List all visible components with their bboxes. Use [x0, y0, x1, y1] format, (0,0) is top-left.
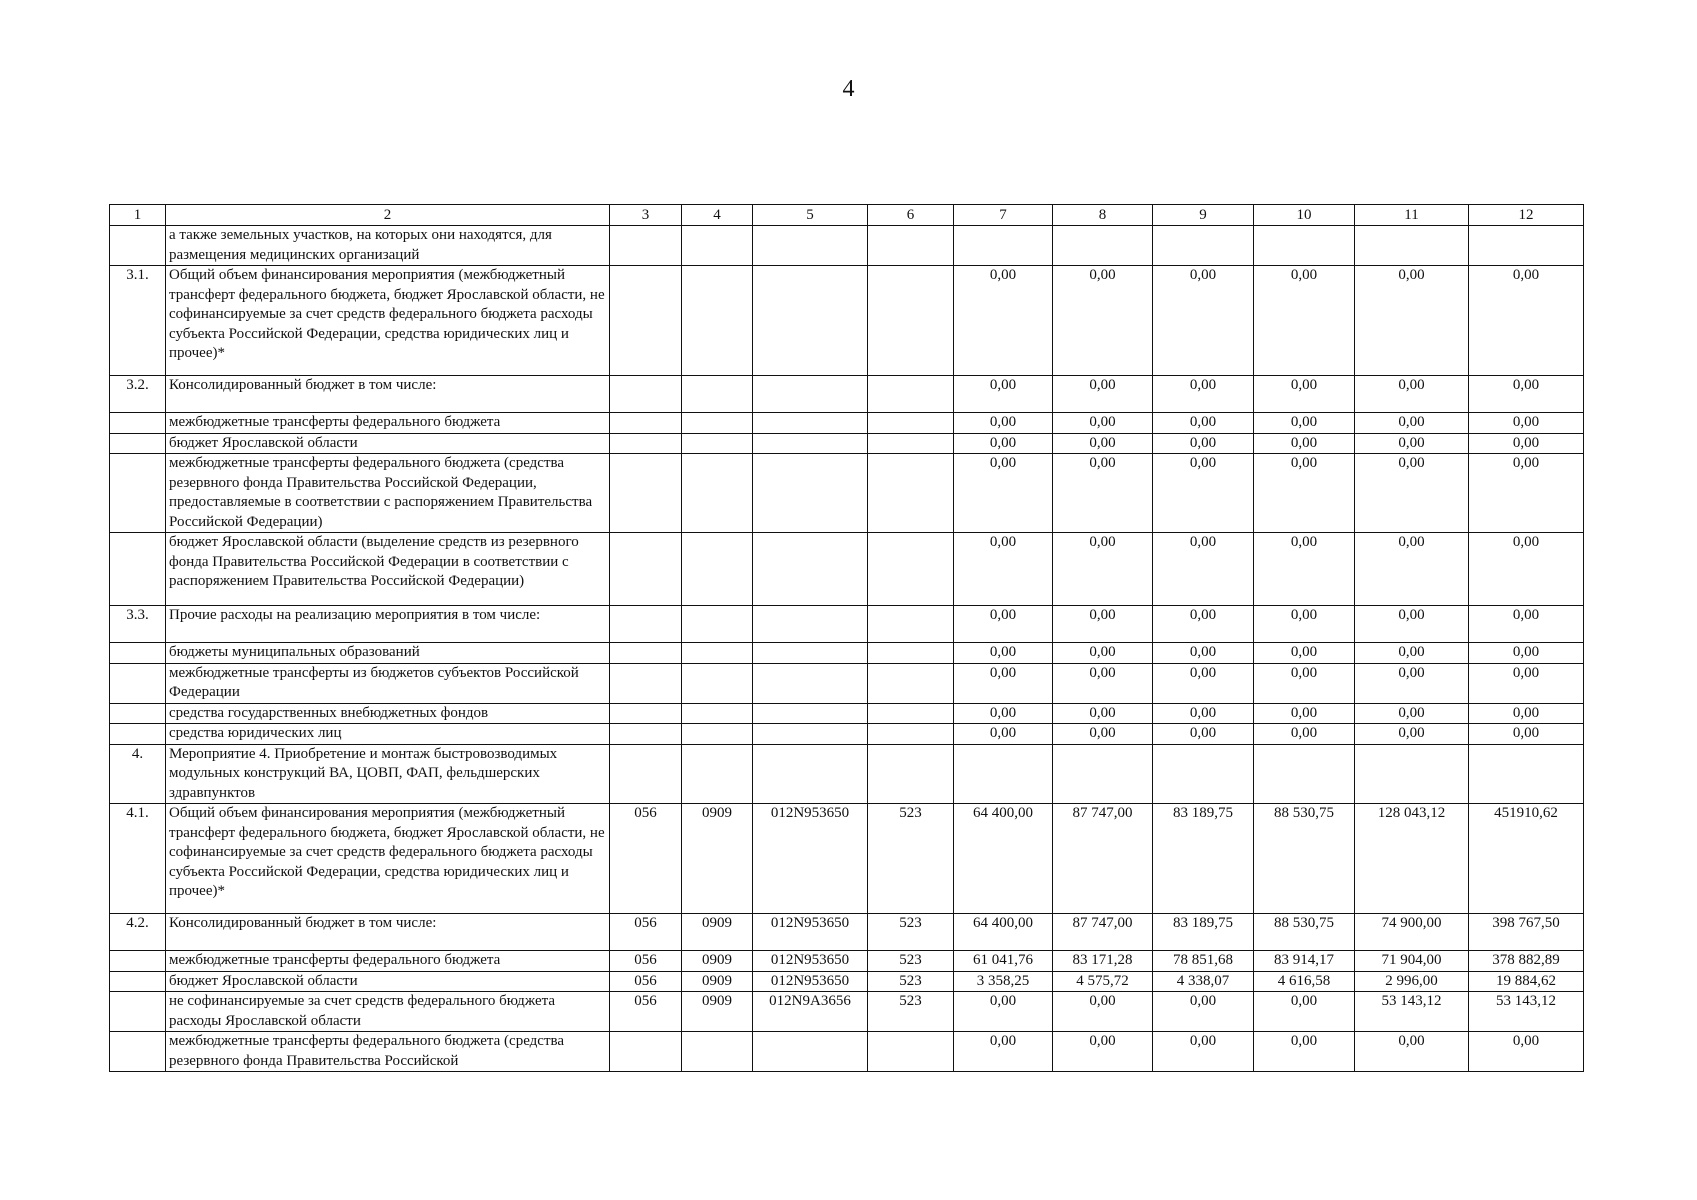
code-cell [753, 226, 868, 266]
value-cell: 0,00 [954, 1032, 1053, 1072]
value-cell: 0,00 [954, 606, 1053, 643]
code-cell [610, 643, 682, 664]
code-cell: 056 [610, 971, 682, 992]
value-cell: 87 747,00 [1053, 804, 1153, 914]
value-cell: 87 747,00 [1053, 914, 1153, 951]
value-cell: 0,00 [1469, 454, 1584, 533]
description-cell: межбюджетные трансферты из бюджетов субъектов Российской Федерации [166, 663, 610, 703]
code-cell [868, 454, 954, 533]
row-number-cell [110, 703, 166, 724]
code-cell [610, 606, 682, 643]
code-cell [868, 433, 954, 454]
value-cell: 0,00 [1254, 454, 1355, 533]
value-cell [1153, 744, 1254, 804]
header-cell: 1 [110, 205, 166, 226]
value-cell: 0,00 [1053, 533, 1153, 606]
value-cell: 0,00 [1053, 606, 1153, 643]
value-cell: 83 914,17 [1254, 951, 1355, 972]
row-number-cell [110, 992, 166, 1032]
code-cell: 056 [610, 804, 682, 914]
description-cell: Прочие расходы на реализацию мероприятия в том числе: [166, 606, 610, 643]
value-cell: 0,00 [1254, 433, 1355, 454]
value-cell: 0,00 [1053, 433, 1153, 454]
value-cell: 0,00 [1355, 376, 1469, 413]
value-cell: 0,00 [954, 266, 1053, 376]
table-row [110, 533, 1584, 606]
code-cell [753, 703, 868, 724]
value-cell: 0,00 [954, 533, 1053, 606]
value-cell: 61 041,76 [954, 951, 1053, 972]
description-cell: Общий объем финансирования мероприятия (межбюджетный трансферт федерального бюджета, бюджет Ярославской области, не софинансируемые за счет средств федерального бюджета расходы субъекта Российской Федерации, средства юридических лиц и прочее)* [166, 804, 610, 914]
value-cell: 53 143,12 [1355, 992, 1469, 1032]
description-cell: бюджет Ярославской области (выделение средств из резервного фонда Правительства Российской Федерации в соответствии с распоряжением Правительства Российской Федерации) [166, 533, 610, 606]
code-cell [753, 454, 868, 533]
value-cell: 451910,62 [1469, 804, 1584, 914]
value-cell: 19 884,62 [1469, 971, 1584, 992]
code-cell: 0909 [682, 804, 753, 914]
description-cell: а также земельных участков, на которых они находятся, для размещения медицинских организаций [166, 226, 610, 266]
row-number-cell: 4. [110, 744, 166, 804]
value-cell: 0,00 [1355, 454, 1469, 533]
value-cell: 0,00 [1469, 266, 1584, 376]
code-cell: 523 [868, 914, 954, 951]
code-cell [868, 703, 954, 724]
row-number-cell: 4.2. [110, 914, 166, 951]
value-cell: 0,00 [1355, 643, 1469, 664]
table-row [110, 951, 1584, 972]
code-cell [753, 1032, 868, 1072]
description-cell: межбюджетные трансферты федерального бюджета [166, 413, 610, 434]
header-cell: 5 [753, 205, 868, 226]
value-cell: 74 900,00 [1355, 914, 1469, 951]
value-cell: 83 171,28 [1053, 951, 1153, 972]
description-cell: межбюджетные трансферты федерального бюджета (средства резервного фонда Правительства Российской [166, 1032, 610, 1072]
code-cell [682, 643, 753, 664]
description-cell: средства юридических лиц [166, 724, 610, 745]
table-row [110, 724, 1584, 745]
code-cell [868, 606, 954, 643]
code-cell [610, 703, 682, 724]
value-cell: 0,00 [1355, 266, 1469, 376]
value-cell: 0,00 [1355, 533, 1469, 606]
code-cell [753, 724, 868, 745]
value-cell: 0,00 [1254, 724, 1355, 745]
value-cell: 78 851,68 [1153, 951, 1254, 972]
code-cell [610, 226, 682, 266]
value-cell [1053, 744, 1153, 804]
value-cell [1355, 226, 1469, 266]
value-cell: 0,00 [1053, 454, 1153, 533]
value-cell: 0,00 [1254, 643, 1355, 664]
header-cell: 4 [682, 205, 753, 226]
value-cell: 0,00 [1469, 606, 1584, 643]
value-cell: 0,00 [954, 413, 1053, 434]
value-cell: 4 575,72 [1053, 971, 1153, 992]
code-cell [682, 226, 753, 266]
header-cell: 3 [610, 205, 682, 226]
value-cell: 0,00 [1469, 703, 1584, 724]
table-row [110, 376, 1584, 413]
value-cell: 0,00 [1153, 376, 1254, 413]
budget-table [109, 204, 1584, 1072]
row-number-cell [110, 1032, 166, 1072]
description-cell: не софинансируемые за счет средств федерального бюджета расходы Ярославской области [166, 992, 610, 1032]
value-cell: 0,00 [1053, 266, 1153, 376]
header-cell: 2 [166, 205, 610, 226]
table-row [110, 703, 1584, 724]
code-cell: 523 [868, 971, 954, 992]
value-cell: 3 358,25 [954, 971, 1053, 992]
code-cell: 0909 [682, 992, 753, 1032]
row-number-cell [110, 724, 166, 745]
code-cell: 056 [610, 951, 682, 972]
table-row [110, 454, 1584, 533]
row-number-cell [110, 533, 166, 606]
code-cell [682, 266, 753, 376]
header-cell: 11 [1355, 205, 1469, 226]
value-cell: 71 904,00 [1355, 951, 1469, 972]
code-cell [868, 663, 954, 703]
table-row [110, 226, 1584, 266]
code-cell [682, 606, 753, 643]
row-number-cell [110, 413, 166, 434]
table-row [110, 744, 1584, 804]
description-cell: бюджеты муниципальных образований [166, 643, 610, 664]
code-cell [868, 1032, 954, 1072]
value-cell: 0,00 [1053, 643, 1153, 664]
code-cell: 012N953650 [753, 804, 868, 914]
table-row [110, 971, 1584, 992]
value-cell: 0,00 [1153, 724, 1254, 745]
code-cell: 523 [868, 804, 954, 914]
code-cell [868, 724, 954, 745]
value-cell: 0,00 [954, 724, 1053, 745]
code-cell: 012N953650 [753, 951, 868, 972]
value-cell: 0,00 [1053, 703, 1153, 724]
table-row [110, 914, 1584, 951]
code-cell [610, 1032, 682, 1072]
value-cell: 83 189,75 [1153, 804, 1254, 914]
value-cell: 0,00 [1355, 606, 1469, 643]
value-cell: 0,00 [1469, 433, 1584, 454]
value-cell: 0,00 [1254, 266, 1355, 376]
row-number-cell [110, 663, 166, 703]
table-row [110, 643, 1584, 664]
code-cell [610, 376, 682, 413]
value-cell: 0,00 [954, 663, 1053, 703]
description-cell: Консолидированный бюджет в том числе: [166, 914, 610, 951]
code-cell [682, 433, 753, 454]
header-cell: 8 [1053, 205, 1153, 226]
row-number-cell [110, 454, 166, 533]
value-cell: 398 767,50 [1469, 914, 1584, 951]
value-cell [1355, 744, 1469, 804]
header-row [110, 205, 1584, 226]
value-cell: 128 043,12 [1355, 804, 1469, 914]
row-number-cell: 3.3. [110, 606, 166, 643]
code-cell: 0909 [682, 951, 753, 972]
value-cell: 0,00 [1355, 433, 1469, 454]
value-cell: 2 996,00 [1355, 971, 1469, 992]
value-cell [1469, 226, 1584, 266]
value-cell: 0,00 [1355, 703, 1469, 724]
code-cell [610, 433, 682, 454]
code-cell [682, 533, 753, 606]
code-cell: 012N9A3656 [753, 992, 868, 1032]
code-cell [868, 643, 954, 664]
header-cell: 9 [1153, 205, 1254, 226]
value-cell: 0,00 [1053, 992, 1153, 1032]
value-cell [1053, 226, 1153, 266]
code-cell [753, 266, 868, 376]
code-cell [682, 724, 753, 745]
description-cell: бюджет Ярославской области [166, 971, 610, 992]
table-row [110, 266, 1584, 376]
value-cell: 0,00 [1153, 413, 1254, 434]
code-cell: 0909 [682, 914, 753, 951]
code-cell [682, 703, 753, 724]
row-number-cell [110, 226, 166, 266]
code-cell [868, 266, 954, 376]
code-cell [753, 643, 868, 664]
value-cell [954, 226, 1053, 266]
description-cell: Консолидированный бюджет в том числе: [166, 376, 610, 413]
value-cell: 88 530,75 [1254, 914, 1355, 951]
value-cell: 0,00 [1254, 533, 1355, 606]
code-cell: 012N953650 [753, 914, 868, 951]
header-cell: 6 [868, 205, 954, 226]
value-cell: 0,00 [1153, 663, 1254, 703]
description-cell: средства государственных внебюджетных фондов [166, 703, 610, 724]
header-cell: 12 [1469, 205, 1584, 226]
value-cell: 0,00 [1153, 266, 1254, 376]
value-cell: 0,00 [1153, 533, 1254, 606]
row-number-cell [110, 433, 166, 454]
value-cell: 0,00 [954, 703, 1053, 724]
code-cell [682, 376, 753, 413]
value-cell: 4 616,58 [1254, 971, 1355, 992]
code-cell [753, 376, 868, 413]
value-cell [954, 744, 1053, 804]
code-cell: 056 [610, 914, 682, 951]
code-cell: 523 [868, 951, 954, 972]
code-cell [682, 1032, 753, 1072]
value-cell: 83 189,75 [1153, 914, 1254, 951]
code-cell [753, 413, 868, 434]
value-cell: 0,00 [1254, 703, 1355, 724]
code-cell [610, 724, 682, 745]
value-cell: 0,00 [1355, 413, 1469, 434]
value-cell: 64 400,00 [954, 804, 1053, 914]
row-number-cell [110, 643, 166, 664]
value-cell: 0,00 [1254, 1032, 1355, 1072]
value-cell: 0,00 [1469, 643, 1584, 664]
value-cell: 4 338,07 [1153, 971, 1254, 992]
value-cell: 0,00 [954, 643, 1053, 664]
table-row [110, 433, 1584, 454]
value-cell: 0,00 [1153, 1032, 1254, 1072]
value-cell: 53 143,12 [1469, 992, 1584, 1032]
value-cell [1469, 744, 1584, 804]
value-cell: 0,00 [1469, 724, 1584, 745]
value-cell: 0,00 [1469, 413, 1584, 434]
page-number: 4 [842, 76, 855, 102]
row-number-cell: 3.2. [110, 376, 166, 413]
code-cell [610, 266, 682, 376]
row-number-cell: 3.1. [110, 266, 166, 376]
value-cell: 0,00 [1254, 663, 1355, 703]
table-row [110, 992, 1584, 1032]
table-row [110, 1032, 1584, 1072]
table-row [110, 663, 1584, 703]
value-cell: 0,00 [1053, 724, 1153, 745]
code-cell [753, 744, 868, 804]
code-cell [753, 433, 868, 454]
value-cell: 0,00 [1355, 724, 1469, 745]
code-cell [682, 663, 753, 703]
code-cell [682, 413, 753, 434]
code-cell: 0909 [682, 971, 753, 992]
value-cell: 378 882,89 [1469, 951, 1584, 972]
value-cell: 0,00 [1469, 376, 1584, 413]
value-cell: 0,00 [1053, 413, 1153, 434]
code-cell [753, 606, 868, 643]
value-cell: 0,00 [1469, 1032, 1584, 1072]
table-row [110, 413, 1584, 434]
code-cell [868, 744, 954, 804]
value-cell [1254, 744, 1355, 804]
value-cell: 0,00 [954, 992, 1053, 1032]
code-cell: 056 [610, 992, 682, 1032]
value-cell: 0,00 [1153, 606, 1254, 643]
value-cell: 0,00 [1469, 663, 1584, 703]
code-cell [610, 744, 682, 804]
value-cell [1153, 226, 1254, 266]
header-cell: 10 [1254, 205, 1355, 226]
value-cell: 0,00 [954, 376, 1053, 413]
description-cell: Общий объем финансирования мероприятия (межбюджетный трансферт федерального бюджета, бюджет Ярославской области, не софинансируемые за счет средств федерального бюджета расходы субъекта Российской Федерации, средства юридических лиц и прочее)* [166, 266, 610, 376]
row-number-cell [110, 971, 166, 992]
value-cell: 0,00 [1153, 454, 1254, 533]
code-cell [753, 663, 868, 703]
code-cell [610, 533, 682, 606]
code-cell [753, 533, 868, 606]
code-cell [868, 376, 954, 413]
code-cell [868, 413, 954, 434]
value-cell: 0,00 [1153, 643, 1254, 664]
code-cell [610, 663, 682, 703]
value-cell: 0,00 [1254, 376, 1355, 413]
code-cell: 523 [868, 992, 954, 1032]
description-cell: межбюджетные трансферты федерального бюджета [166, 951, 610, 972]
value-cell: 0,00 [1254, 413, 1355, 434]
code-cell [868, 226, 954, 266]
row-number-cell [110, 951, 166, 972]
value-cell: 0,00 [1254, 606, 1355, 643]
value-cell: 0,00 [1254, 992, 1355, 1032]
value-cell: 0,00 [1153, 433, 1254, 454]
code-cell [682, 454, 753, 533]
description-cell: бюджет Ярославской области [166, 433, 610, 454]
header-cell: 7 [954, 205, 1053, 226]
code-cell [610, 413, 682, 434]
code-cell [868, 533, 954, 606]
value-cell: 0,00 [1355, 663, 1469, 703]
value-cell: 0,00 [1053, 1032, 1153, 1072]
value-cell: 0,00 [1355, 1032, 1469, 1072]
value-cell [1254, 226, 1355, 266]
value-cell: 0,00 [1153, 992, 1254, 1032]
description-cell: Мероприятие 4. Приобретение и монтаж быстровозводимых модульных конструкций ВА, ЦОВП, ФАП, фельдшерских здравпунктов [166, 744, 610, 804]
code-cell: 012N953650 [753, 971, 868, 992]
value-cell: 0,00 [1469, 533, 1584, 606]
table-row [110, 606, 1584, 643]
value-cell: 0,00 [954, 454, 1053, 533]
value-cell: 0,00 [1053, 376, 1153, 413]
value-cell: 88 530,75 [1254, 804, 1355, 914]
value-cell: 64 400,00 [954, 914, 1053, 951]
code-cell [682, 744, 753, 804]
row-number-cell: 4.1. [110, 804, 166, 914]
value-cell: 0,00 [1153, 703, 1254, 724]
description-cell: межбюджетные трансферты федерального бюджета (средства резервного фонда Правительства Российской Федерации, предоставляемые в соответствии с распоряжением Правительства Российской Федерации) [166, 454, 610, 533]
value-cell: 0,00 [1053, 663, 1153, 703]
code-cell [610, 454, 682, 533]
value-cell: 0,00 [954, 433, 1053, 454]
table-body [110, 205, 1584, 1072]
table-row [110, 804, 1584, 914]
